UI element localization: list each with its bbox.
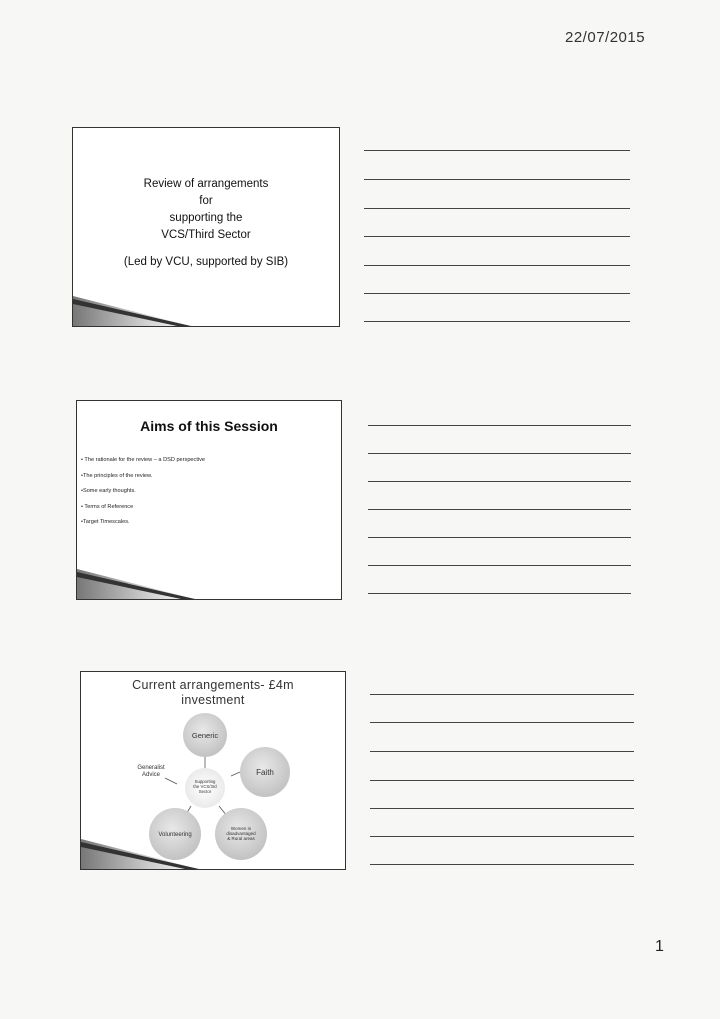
note-line: [370, 694, 634, 695]
node-women-label: Women in: [230, 826, 252, 831]
note-line: [370, 808, 634, 809]
note-line: [364, 236, 630, 237]
slide-current-arrangements: [80, 671, 346, 870]
notes-lines-slide1: [364, 150, 630, 330]
page-number: 1: [655, 938, 664, 955]
list-item: •Some early thoughts.: [81, 488, 136, 495]
note-line: [370, 780, 634, 781]
list-item: • The rationale for the review – a DSD perspective: [81, 457, 206, 463]
center-label: the VCS/3rd: [193, 784, 217, 789]
slide-swoosh-decoration: [77, 569, 217, 599]
list-item: •The principles of the review.: [81, 472, 153, 479]
slide-swoosh-decoration: [73, 296, 213, 326]
slide2-bullet-list: [81, 457, 205, 535]
note-line: [368, 537, 631, 538]
slide1-title-line: supporting the: [169, 212, 243, 224]
node-generic-label: Generic: [191, 731, 219, 740]
list-item: • Terms of Reference: [81, 503, 134, 510]
slide-review-arrangements: [72, 127, 340, 327]
connector-generalist: [165, 778, 177, 784]
generalist-advice-label: Advice: [141, 772, 161, 778]
connector-faith: [231, 772, 240, 776]
note-line: [368, 593, 631, 594]
slide-swoosh-decoration: [81, 839, 221, 869]
slide1-title-line: for: [199, 195, 213, 207]
node-women-label: disadvantaged: [226, 831, 256, 836]
note-line: [364, 321, 630, 322]
note-line: [364, 293, 630, 294]
note-line: [368, 453, 631, 454]
slide1-title-line: Review of arrangements: [143, 178, 269, 190]
note-line: [368, 509, 631, 510]
slide3-title-line: Current arrangements- £4m: [132, 678, 294, 692]
slide-aims-of-session: [76, 400, 342, 600]
slide1-title-line: VCS/Third Sector: [161, 229, 251, 241]
note-line: [370, 722, 634, 723]
center-label: Supporting: [194, 779, 216, 784]
generalist-advice-label: Generalist: [137, 765, 165, 771]
notes-lines-slide3: [370, 694, 634, 874]
note-line: [364, 179, 630, 180]
note-line: [368, 481, 631, 482]
slide3-title-line: investment: [181, 693, 245, 707]
node-volunteering-label: Volunteering: [158, 832, 192, 838]
page-date: 22/07/2015: [565, 29, 646, 46]
note-line: [370, 864, 634, 865]
slide1-title: [93, 176, 319, 244]
note-line: [364, 265, 630, 266]
slide1-subtitle: (Led by VCU, supported by SIB): [123, 256, 289, 268]
node-faith-label: Faith: [256, 768, 274, 777]
note-line: [364, 208, 630, 209]
list-item: •Target Timescales.: [81, 519, 130, 526]
note-line: [364, 150, 630, 151]
center-label: Sector: [198, 789, 212, 794]
note-line: [368, 565, 631, 566]
slide2-title: Aims of this Session: [140, 418, 278, 434]
notes-lines-slide2: [368, 425, 631, 605]
note-line: [370, 836, 634, 837]
node-women-label: & Rural areas: [227, 836, 255, 841]
note-line: [370, 751, 634, 752]
note-line: [368, 425, 631, 426]
